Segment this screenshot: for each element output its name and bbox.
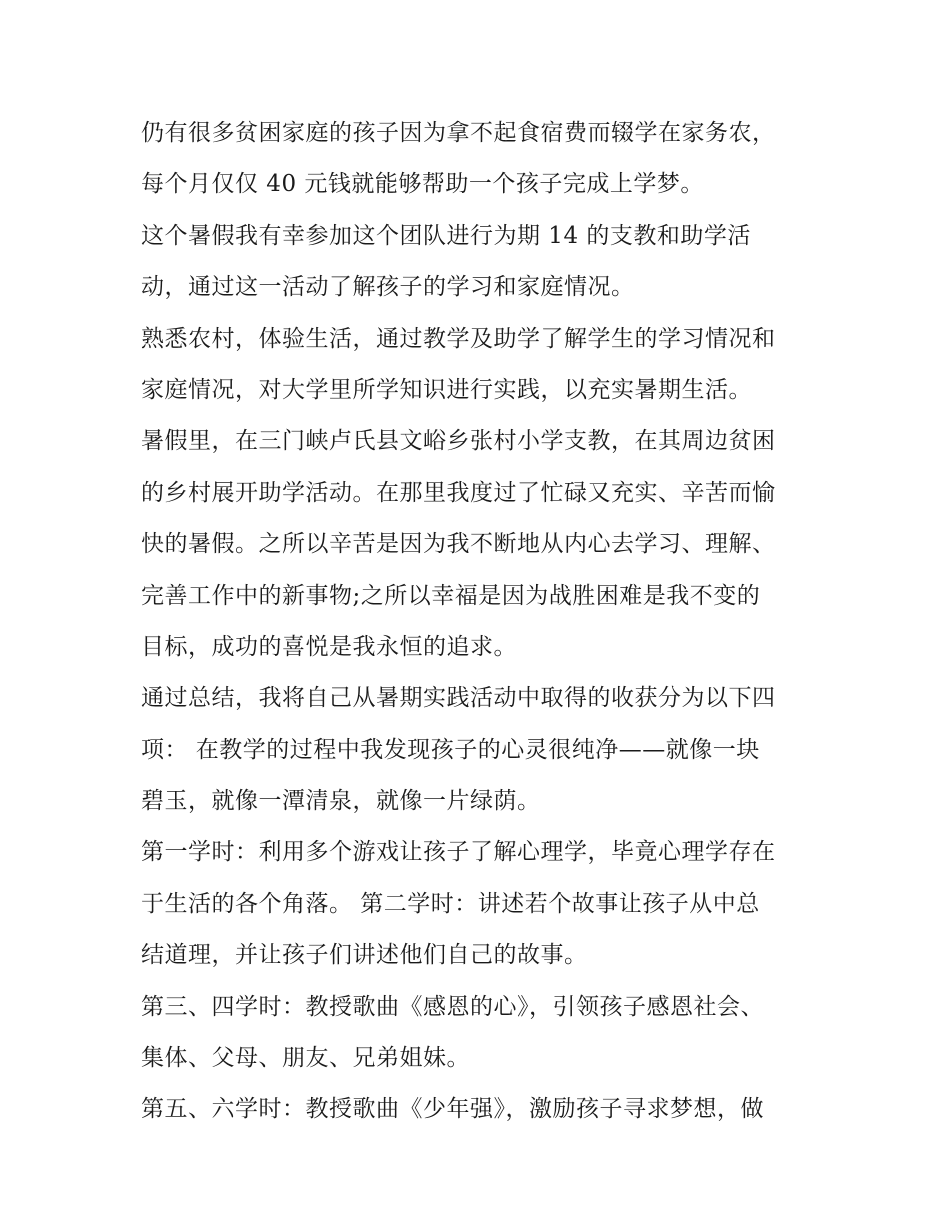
text-line: 完善工作中的新事物;之所以幸福是因为战胜困难是我不变的 (141, 582, 761, 609)
text-line: 动，通过这一活动了解孩子的学习和家庭情况。 (141, 274, 635, 301)
text-line: 暑假里，在三门峡卢氏县文峪乡张村小学支教，在其周边贫困 (141, 428, 776, 455)
text-line: 目标，成功的喜悦是我永恒的追求。 (141, 633, 517, 660)
text-line: 第五、六学时：教授歌曲《少年强》，激励孩子寻求梦想，做 (141, 1096, 764, 1123)
text-line: 项： 在教学的过程中我发现孩子的心灵很纯净——就像一块 (141, 736, 760, 763)
text-line: 快的暑假。之所以辛苦是因为我不断地从内心去学习、理解、 (141, 531, 776, 558)
text-line: 的乡村展开助学活动。在那里我度过了忙碌又充实、辛苦而愉 (141, 479, 776, 506)
text-line: 家庭情况，对大学里所学知识进行实践，以充实暑期生活。 (141, 376, 752, 403)
text-line: 集体、父母、朋友、兄弟姐妹。 (141, 1045, 470, 1072)
text-line: 通过总结，我将自己从暑期实践活动中取得的收获分为以下四 (141, 685, 776, 712)
text-line: 第一学时：利用多个游戏让孩子了解心理学，毕竟心理学存在 (141, 839, 776, 866)
text-line: 每个月仅仅 40 元钱就能够帮助一个孩子完成上学梦。 (141, 171, 704, 198)
body-text (141, 108, 821, 1136)
text-line: 结道理，并让孩子们讲述他们自己的故事。 (141, 942, 588, 969)
text-line: 碧玉，就像一潭清泉，就像一片绿荫。 (141, 788, 541, 815)
text-line: 这个暑假我有幸参加这个团队进行为期 14 的支教和助学活 (141, 222, 751, 249)
text-line: 于生活的各个角落。 第二学时：讲述若个故事让孩子从中总 (141, 890, 760, 917)
text-line: 熟悉农村，体验生活，通过教学及助学了解学生的学习情况和 (141, 325, 776, 352)
text-line: 第三、四学时：教授歌曲《感恩的心》，引领孩子感恩社会、 (141, 993, 764, 1020)
text-line: 仍有很多贫困家庭的孩子因为拿不起食宿费而辍学在家务农， (141, 120, 776, 146)
